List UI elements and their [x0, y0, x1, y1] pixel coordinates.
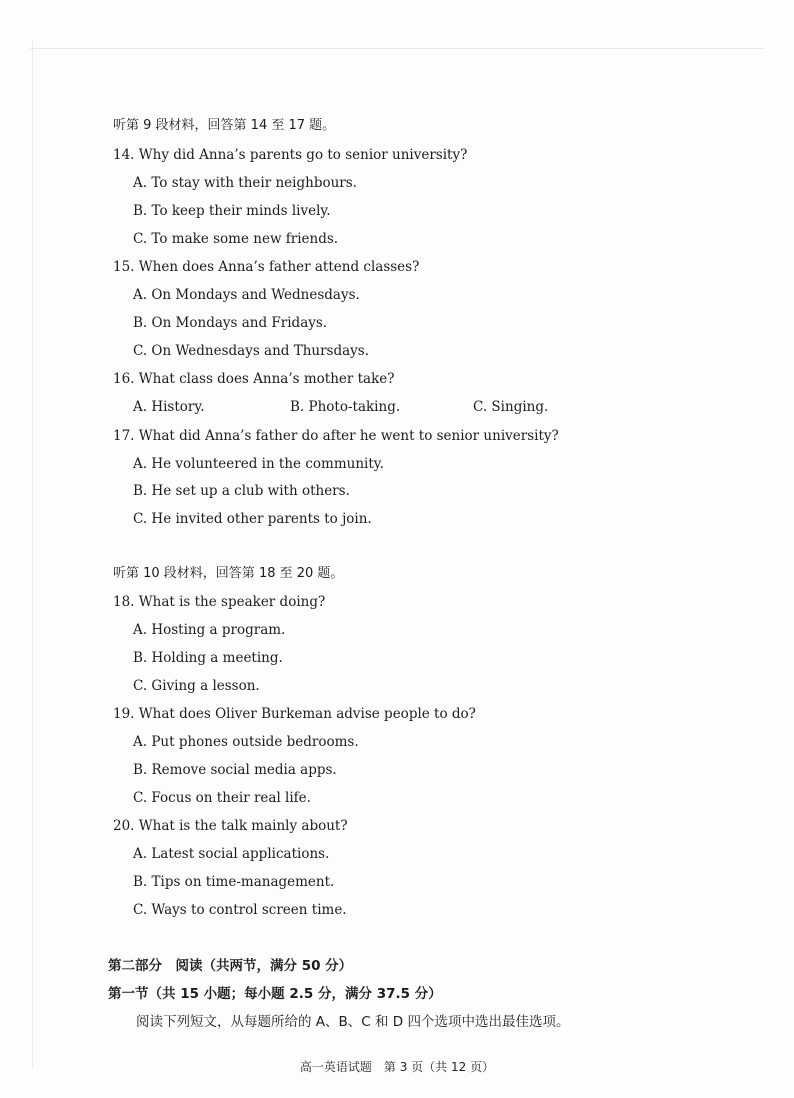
question-15-option-a: A. On Mondays and Wednesdays. [133, 287, 360, 303]
question-18: 18. What is the speaker doing? [113, 594, 326, 610]
question-17-option-a: A. He volunteered in the community. [133, 456, 384, 472]
scan-edge-top [30, 48, 764, 49]
question-14-option-a: A. To stay with their neighbours. [133, 175, 357, 191]
question-14-option-c: C. To make some new friends. [133, 231, 339, 247]
question-20-option-b: B. Tips on time-management. [133, 874, 335, 890]
question-20-option-a: A. Latest social applications. [133, 846, 330, 862]
section-10-header: 听第 10 段材料，回答第 18 至 20 题。 [113, 566, 344, 581]
question-15: 15. When does Anna’s father attend classes? [113, 259, 420, 275]
question-20: 20. What is the talk mainly about? [113, 818, 348, 834]
question-16-option-a: A. History. [133, 399, 205, 415]
question-19-option-b: B. Remove social media apps. [133, 762, 337, 778]
question-14-option-b: B. To keep their minds lively. [133, 203, 331, 219]
question-19-option-a: A. Put phones outside bedrooms. [133, 734, 359, 750]
question-17: 17. What did Anna’s father do after he went to senior university? [113, 428, 559, 444]
question-18-option-a: A. Hosting a program. [133, 622, 286, 638]
question-19: 19. What does Oliver Burkeman advise people to do? [113, 706, 476, 722]
question-15-option-c: C. On Wednesdays and Thursdays. [133, 343, 370, 359]
question-19-option-c: C. Focus on their real life. [133, 790, 311, 806]
question-18-option-b: B. Holding a meeting. [133, 650, 283, 666]
question-14: 14. Why did Anna’s parents go to senior university? [113, 147, 468, 163]
page-footer: 高一英语试题 第 3 页（共 12 页） [299, 1060, 495, 1074]
question-17-option-b: B. He set up a club with others. [133, 483, 350, 499]
part-2-section-1-title: 第一节（共 15 小题；每小题 2.5 分，满分 37.5 分） [108, 986, 442, 1002]
part-2-title: 第二部分 阅读（共两节，满分 50 分） [108, 958, 353, 974]
question-16: 16. What class does Anna’s mother take? [113, 371, 395, 387]
question-15-option-b: B. On Mondays and Fridays. [133, 315, 328, 331]
reading-instruction: 阅读下列短文，从每题所给的 A、B、C 和 D 四个选项中选出最佳选项。 [136, 1014, 570, 1030]
question-18-option-c: C. Giving a lesson. [133, 678, 260, 694]
question-16-option-b: B. Photo-taking. [290, 399, 401, 415]
scan-edge-left [32, 40, 33, 1068]
section-9-header: 听第 9 段材料，回答第 14 至 17 题。 [113, 118, 336, 133]
question-16-option-c: C. Singing. [473, 399, 549, 415]
question-17-option-c: C. He invited other parents to join. [133, 511, 372, 527]
question-20-option-c: C. Ways to control screen time. [133, 902, 347, 918]
